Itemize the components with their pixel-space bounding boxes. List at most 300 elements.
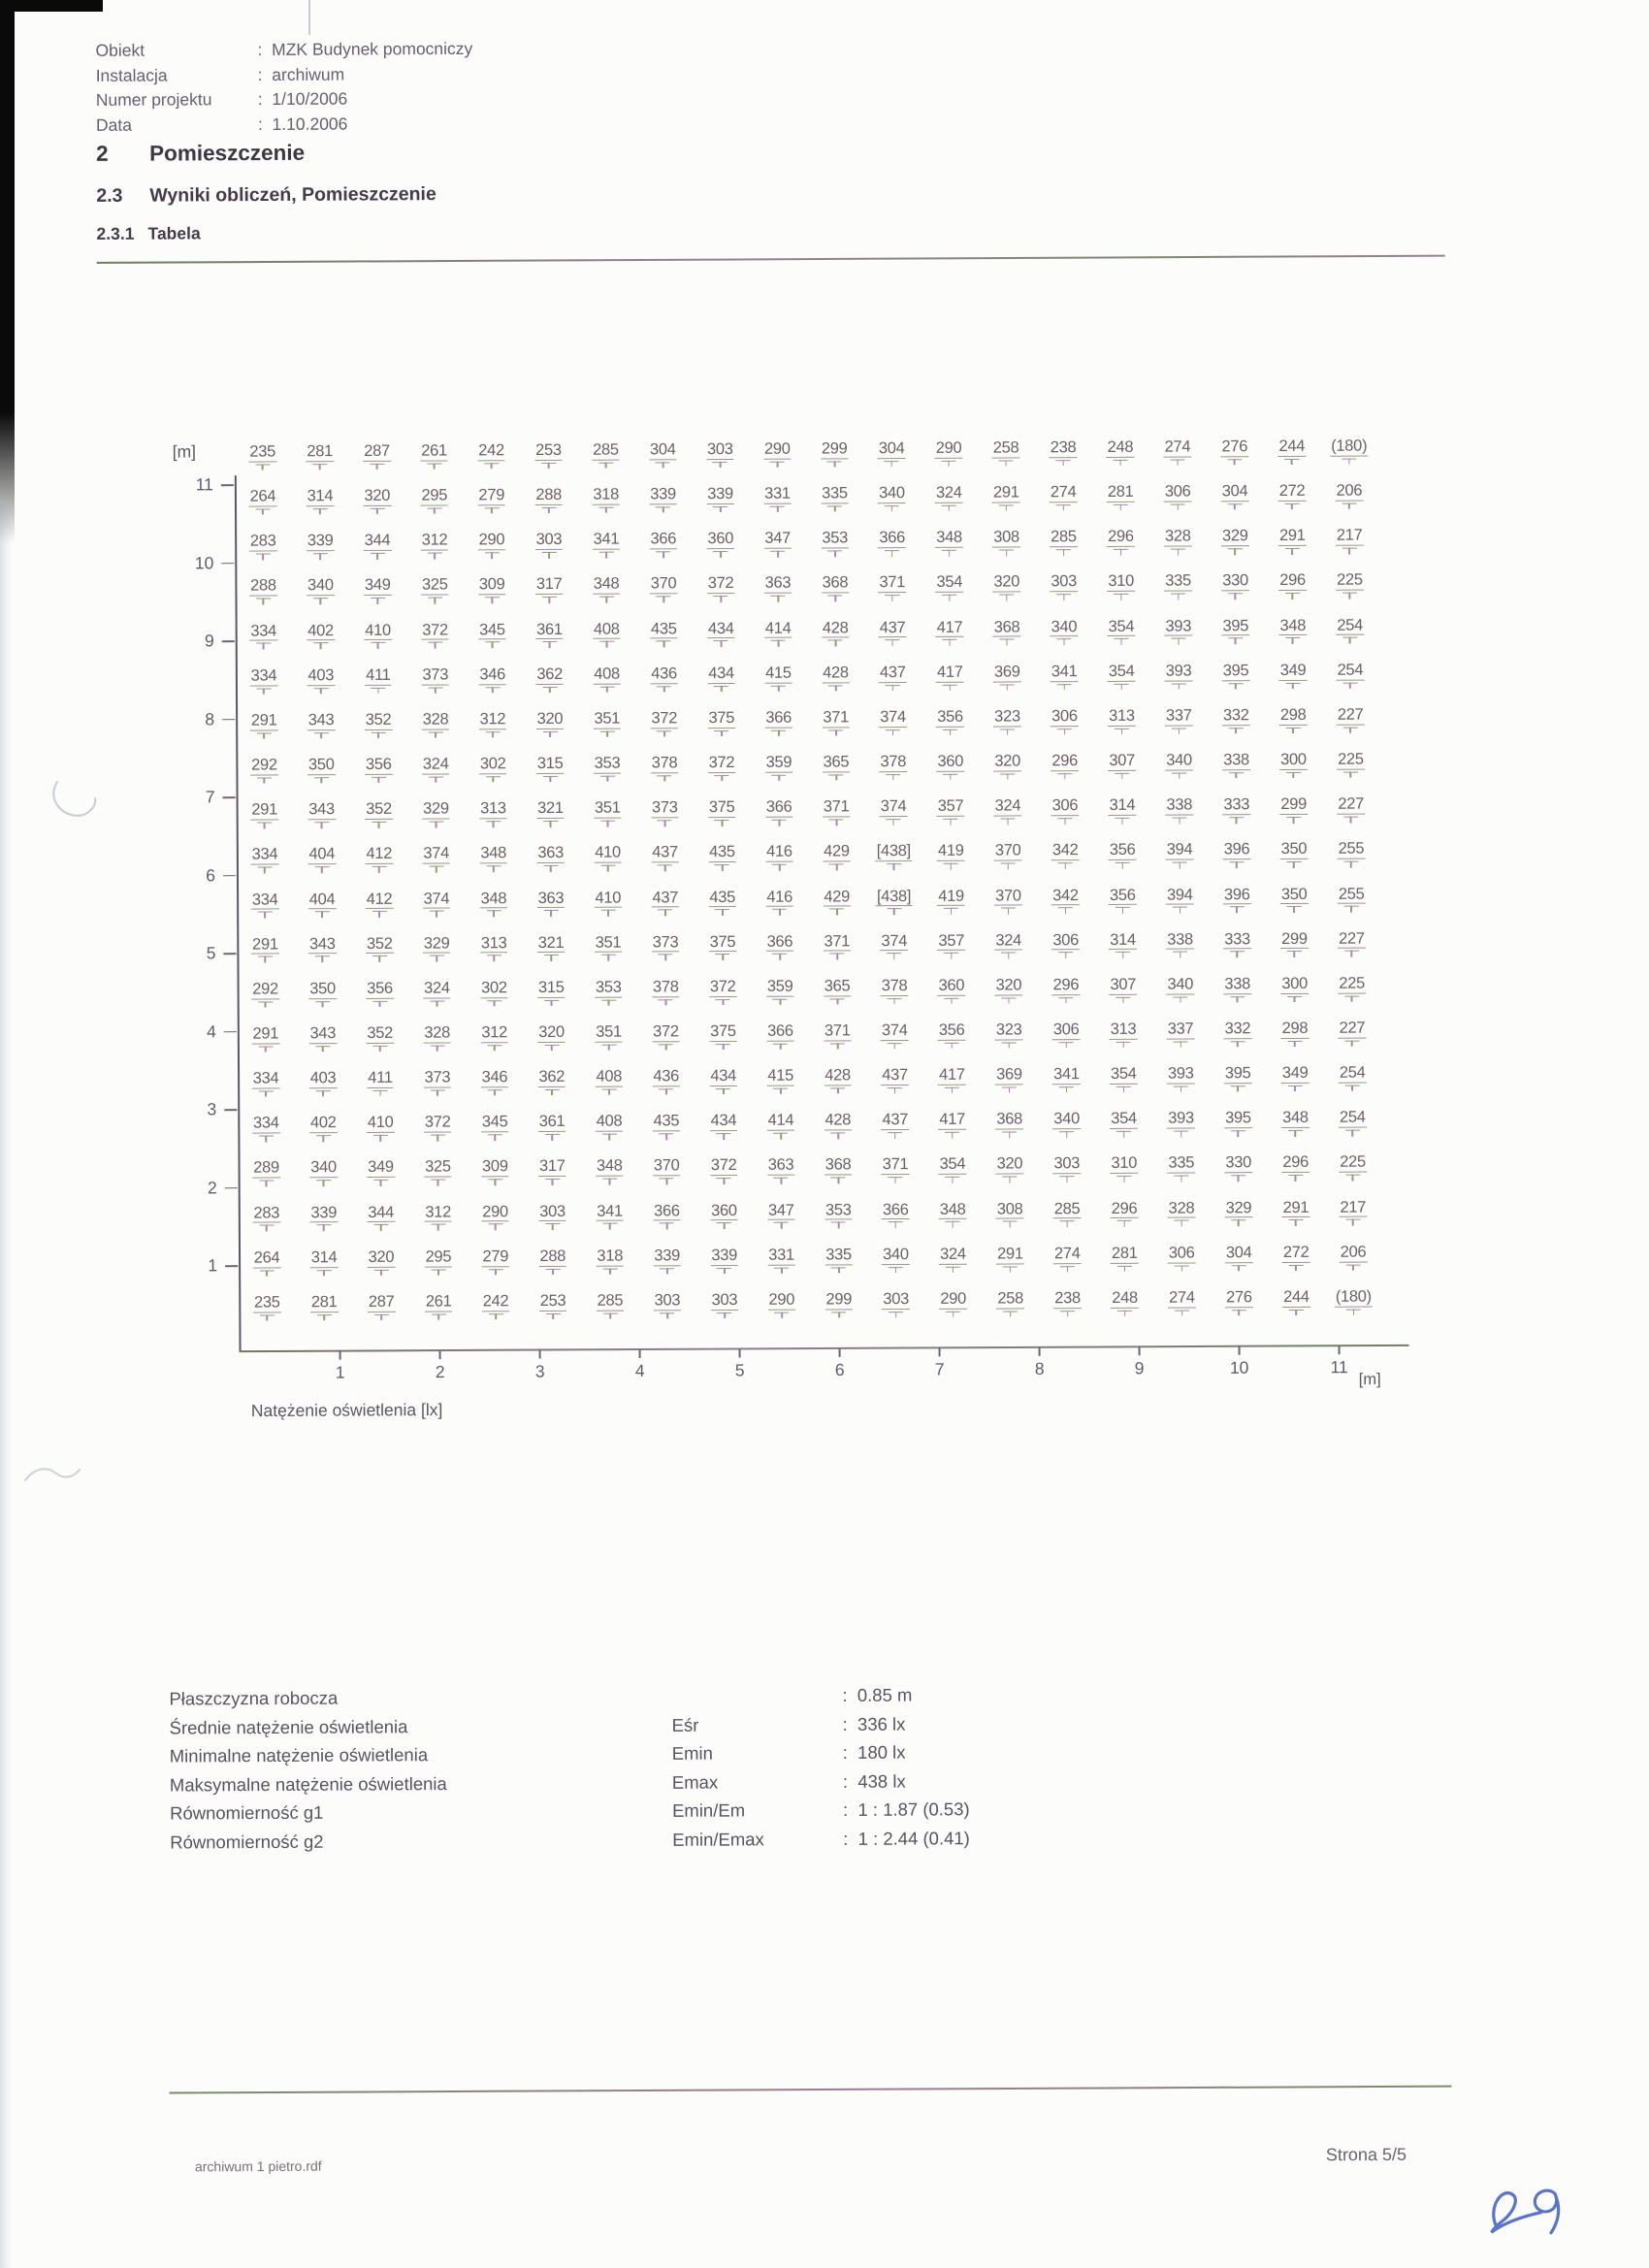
measure-point-icon <box>889 1312 903 1320</box>
point-value: 323 <box>995 1021 1022 1039</box>
grid-point-value <box>481 1114 509 1143</box>
measure-point-icon <box>315 1046 330 1054</box>
measure-point-icon <box>1000 729 1015 737</box>
point-value: 281 <box>1107 482 1134 502</box>
grid-point-value <box>249 489 277 518</box>
point-value: 272 <box>1282 1243 1310 1261</box>
measure-point-icon <box>1172 728 1186 736</box>
grid-point-value <box>421 666 449 696</box>
grid-point-value <box>535 666 564 696</box>
point-value: 346 <box>481 1068 508 1086</box>
point-value: 436 <box>653 1067 680 1085</box>
point-value: 349 <box>364 576 391 595</box>
grid-point-value <box>1052 1021 1081 1051</box>
grid-point-value <box>824 1113 852 1142</box>
point-value: 402 <box>307 621 334 639</box>
measure-point-icon <box>770 506 785 515</box>
x-tick-mark <box>939 1347 941 1356</box>
measure-point-icon <box>771 640 786 649</box>
grid-point-value <box>1338 930 1366 959</box>
measure-point-icon <box>1229 728 1244 736</box>
point-value: 299 <box>825 1290 853 1309</box>
measure-point-icon <box>1113 460 1127 469</box>
grid-point-value <box>1108 618 1136 647</box>
measure-point-icon <box>430 1089 444 1098</box>
grid-point-value <box>1111 1290 1139 1319</box>
measure-point-icon <box>1114 549 1128 558</box>
measure-point-icon <box>429 822 443 830</box>
measure-point-icon <box>1001 997 1016 1006</box>
measure-point-icon <box>658 864 672 873</box>
measure-point-icon <box>1287 1041 1302 1050</box>
grid-point-value <box>1223 931 1251 960</box>
point-value: 395 <box>1224 1064 1251 1083</box>
point-value: 361 <box>538 1113 566 1131</box>
grid-point-value <box>478 577 506 606</box>
grid-point-value <box>537 935 566 964</box>
point-value: 348 <box>1279 616 1307 634</box>
measure-point-icon <box>1230 861 1245 870</box>
point-value: (180) <box>1331 437 1368 455</box>
grid-point-value <box>538 1203 566 1232</box>
grid-point-value <box>654 1292 682 1321</box>
grid-point-value <box>252 1116 280 1145</box>
summary-symbol: Eśr <box>671 1714 699 1735</box>
point-value: 373 <box>424 1068 451 1086</box>
measure-point-icon <box>660 1268 674 1277</box>
point-value: 417 <box>939 1065 965 1084</box>
measure-point-icon <box>488 1134 502 1143</box>
y-tick-label: 5 <box>206 943 216 963</box>
grid-point-value <box>937 888 965 917</box>
grid-point-value <box>1279 663 1308 692</box>
point-value: 328 <box>1168 1199 1195 1217</box>
measure-point-icon <box>1056 594 1071 602</box>
measure-point-icon <box>1174 1176 1188 1184</box>
point-value: 324 <box>994 796 1021 815</box>
grid-point-value <box>1336 572 1364 601</box>
measure-point-icon <box>1057 818 1072 826</box>
grid-point-value <box>824 1067 852 1096</box>
measure-point-icon <box>1345 1085 1360 1094</box>
measure-point-icon <box>1285 593 1300 601</box>
measure-point-icon <box>1116 1086 1131 1095</box>
point-value: 334 <box>250 622 277 640</box>
point-value: 354 <box>939 1155 966 1174</box>
grid-point-value <box>367 1115 395 1144</box>
grid-point-value <box>309 1160 338 1189</box>
grid-point-value <box>935 440 963 470</box>
section-title: Tabela <box>147 223 201 243</box>
point-value: 344 <box>364 532 391 550</box>
point-value: 353 <box>595 978 622 996</box>
grid-point-value <box>248 443 276 472</box>
point-value: 340 <box>1166 751 1192 769</box>
measure-point-icon <box>256 643 271 652</box>
y-tick-label: 10 <box>194 552 214 572</box>
measure-point-icon <box>258 1001 273 1010</box>
point-value: 291 <box>1282 1198 1310 1216</box>
point-value: 285 <box>1051 528 1077 546</box>
point-value: 345 <box>479 620 505 638</box>
point-value: 306 <box>1051 796 1079 815</box>
grid-point-value <box>1337 706 1365 735</box>
point-value: 303 <box>711 1290 738 1309</box>
grid-point-value <box>879 754 907 783</box>
measure-point-icon <box>1289 1310 1304 1318</box>
point-value: [438] <box>876 887 912 905</box>
point-value: 437 <box>879 618 906 636</box>
grid-point-value <box>651 799 679 828</box>
grid-point-value <box>308 1025 337 1054</box>
grid-point-value <box>767 1291 795 1320</box>
point-value: 341 <box>1052 1065 1080 1084</box>
grid-point-value <box>1051 753 1079 782</box>
measure-point-icon <box>542 597 557 605</box>
measure-point-icon <box>1345 1175 1360 1183</box>
grid-point-value <box>882 1291 910 1320</box>
grid-point-value <box>1281 1065 1310 1094</box>
point-value: 285 <box>597 1291 624 1310</box>
grid-point-value <box>1222 663 1250 692</box>
measure-point-icon <box>256 554 271 563</box>
measure-point-icon <box>545 1223 560 1232</box>
point-value: 366 <box>767 1021 793 1040</box>
point-value: 331 <box>764 484 791 502</box>
point-value: 238 <box>1050 438 1077 457</box>
measure-point-icon <box>713 506 728 515</box>
x-tick-mark <box>739 1348 741 1357</box>
point-value: 340 <box>883 1245 909 1263</box>
point-value: 372 <box>710 1156 737 1175</box>
grid-point-value <box>649 486 677 515</box>
grid-point-value <box>766 1068 794 1097</box>
point-value: 291 <box>250 711 277 729</box>
grid-point-value <box>365 667 392 697</box>
grid-point-value <box>993 619 1021 648</box>
point-value: 307 <box>1110 975 1137 993</box>
grid-point-value <box>996 1246 1024 1275</box>
point-value: 253 <box>539 1291 566 1310</box>
point-value: 372 <box>651 709 678 728</box>
measure-point-icon <box>1116 1042 1131 1051</box>
point-value: 342 <box>1051 841 1079 859</box>
y-tick-label: 2 <box>207 1177 217 1197</box>
y-tick-mark <box>224 1109 237 1111</box>
point-value: 353 <box>824 1200 852 1219</box>
point-value: 356 <box>1109 886 1136 904</box>
point-value: 368 <box>993 618 1020 636</box>
measure-point-icon <box>1286 817 1301 826</box>
point-value: 356 <box>937 707 963 726</box>
measure-point-icon <box>831 1178 846 1186</box>
grid-point-value <box>422 801 450 830</box>
measure-point-icon <box>773 1088 788 1097</box>
grid-point-value <box>537 980 566 1009</box>
x-tick-mark <box>1239 1346 1241 1355</box>
grid-point-value <box>824 1247 853 1276</box>
grid-point-value <box>765 889 793 918</box>
measure-point-icon <box>1288 1219 1303 1228</box>
grid-point-value <box>307 667 335 697</box>
grid-point-value <box>1224 1065 1252 1094</box>
x-tick-label: 9 <box>1134 1358 1145 1378</box>
grid-point-value <box>936 619 964 648</box>
point-value: 404 <box>308 845 336 863</box>
point-value: 244 <box>1282 1287 1310 1306</box>
measure-point-icon <box>1230 996 1245 1005</box>
grid-point-value <box>1224 1021 1252 1050</box>
point-value: 318 <box>593 485 619 503</box>
grid-point-value <box>367 1159 395 1188</box>
measure-point-icon <box>1229 683 1244 692</box>
point-value: 350 <box>1280 840 1308 859</box>
grid-point-value <box>594 845 622 874</box>
point-value: 340 <box>307 576 334 595</box>
measure-point-icon <box>315 911 330 920</box>
point-value: 295 <box>421 486 448 504</box>
measure-point-icon <box>257 732 272 741</box>
point-value: 403 <box>309 1069 337 1087</box>
point-value: 306 <box>1164 482 1191 501</box>
point-value: 396 <box>1223 840 1250 859</box>
point-value: 291 <box>251 935 278 954</box>
point-value: 354 <box>1110 1064 1137 1084</box>
measure-point-icon <box>373 1135 388 1144</box>
point-value: 410 <box>595 843 621 862</box>
point-value: 309 <box>478 575 505 594</box>
grid-point-value <box>1278 528 1307 557</box>
measure-point-icon <box>1058 997 1073 1006</box>
measure-point-icon <box>314 866 329 875</box>
measure-point-icon <box>1343 861 1358 870</box>
point-value: 339 <box>310 1203 338 1221</box>
grid-point-value <box>707 575 735 604</box>
grid-point-value <box>880 933 908 962</box>
measure-point-icon <box>1229 772 1244 781</box>
grid-point-value <box>1165 797 1193 826</box>
grid-point-value <box>479 846 507 875</box>
point-value: 315 <box>537 978 565 996</box>
grid-point-value <box>993 708 1021 737</box>
measure-point-icon <box>488 1179 502 1187</box>
grid-point-value <box>1051 619 1079 648</box>
point-value: 227 <box>1338 794 1365 813</box>
point-value: 359 <box>765 753 792 771</box>
grid-point-value <box>595 1024 623 1053</box>
section-title: Wyniki obliczeń, Pomieszczenie <box>149 183 436 207</box>
grid-point-value <box>822 575 850 604</box>
measure-point-icon <box>715 775 729 784</box>
grid-point-value <box>423 980 451 1009</box>
point-value: 344 <box>368 1203 395 1221</box>
grid-point-value <box>939 1246 967 1275</box>
grid-point-value <box>253 1294 281 1323</box>
y-tick-label: 1 <box>208 1255 218 1276</box>
measure-point-icon <box>489 1313 503 1322</box>
measure-point-icon <box>599 641 614 650</box>
grid-point-value <box>824 978 852 1007</box>
grid-point-value <box>596 1203 624 1232</box>
grid-point-value <box>481 1204 509 1233</box>
measure-point-icon <box>1285 548 1300 557</box>
point-value: 276 <box>1226 1288 1252 1307</box>
measure-point-icon <box>602 1223 617 1232</box>
point-value: 350 <box>307 756 335 774</box>
measure-point-icon <box>257 867 272 876</box>
point-value: 357 <box>937 796 964 816</box>
measure-point-icon <box>1342 682 1357 691</box>
point-value: 428 <box>824 1111 852 1129</box>
measure-point-icon <box>600 821 615 829</box>
measure-point-icon <box>713 551 728 560</box>
measure-point-icon <box>373 1180 388 1188</box>
point-value: 343 <box>309 1024 337 1043</box>
grid-point-value <box>1281 1154 1310 1183</box>
point-value: 320 <box>538 1022 565 1041</box>
point-value: 332 <box>1224 1020 1251 1038</box>
point-value: 408 <box>594 664 620 683</box>
point-value: 303 <box>535 531 563 549</box>
y-axis-line <box>235 475 242 1351</box>
point-value: 371 <box>823 797 850 816</box>
measure-point-icon <box>885 595 899 603</box>
measure-point-icon <box>313 643 328 652</box>
grid-point-value <box>992 439 1020 469</box>
grid-point-value <box>1281 1021 1310 1050</box>
point-value: 298 <box>1281 1019 1309 1037</box>
grid-point-value <box>1164 438 1192 468</box>
summary-row <box>169 1684 969 1717</box>
grid-point-value <box>1224 1110 1252 1139</box>
point-value: 360 <box>937 752 964 770</box>
measure-point-icon <box>942 461 956 470</box>
summary-row <box>170 1828 970 1861</box>
grid-point-value <box>306 443 334 472</box>
header-value: : MZK Budynek pomocniczy <box>257 38 473 60</box>
point-value: 288 <box>535 486 563 504</box>
measure-point-icon <box>312 464 327 472</box>
grid-point-value <box>882 1156 910 1185</box>
measure-point-icon <box>717 1268 731 1277</box>
measure-point-icon <box>658 820 672 828</box>
point-value: 324 <box>995 931 1022 950</box>
grid-point-value <box>994 798 1022 827</box>
measure-point-icon <box>1232 1265 1246 1274</box>
point-value: 290 <box>935 438 962 457</box>
grid-point-value <box>535 621 564 650</box>
measure-point-icon <box>1174 1131 1188 1140</box>
measure-point-icon <box>660 1223 674 1232</box>
measure-point-icon <box>888 998 902 1007</box>
point-value: 395 <box>1222 616 1249 634</box>
point-value: 415 <box>767 1066 793 1085</box>
point-value: 394 <box>1166 840 1193 859</box>
grid-point-value <box>767 1157 795 1186</box>
grid-point-value <box>711 1292 739 1321</box>
point-value: 348 <box>480 889 507 907</box>
measure-point-icon <box>602 1134 617 1143</box>
measure-point-icon <box>316 1135 331 1144</box>
x-tick-mark <box>1139 1346 1141 1355</box>
summary-label: Równomierność g1 <box>169 1802 324 1824</box>
grid-point-value <box>823 844 851 873</box>
measure-point-icon <box>829 864 844 873</box>
point-value: 290 <box>482 1202 508 1220</box>
point-value: 351 <box>594 709 621 728</box>
y-tick-mark <box>225 1187 238 1189</box>
measure-point-icon <box>316 1180 331 1188</box>
grid-point-value <box>653 1203 681 1232</box>
point-value: 303 <box>1053 1154 1081 1173</box>
grid-point-value <box>1281 1110 1310 1139</box>
measure-point-icon <box>1056 504 1071 513</box>
grid-point-value <box>1336 617 1364 646</box>
point-value: 352 <box>366 934 393 953</box>
measure-point-icon <box>543 776 558 785</box>
point-value: 242 <box>478 441 504 460</box>
grid-point-value <box>936 709 964 738</box>
point-value: 238 <box>1054 1288 1081 1308</box>
grid-point-value <box>368 1294 396 1323</box>
point-value: 314 <box>1109 795 1136 815</box>
measure-point-icon <box>1174 1085 1188 1094</box>
section-number: 2.3.1 <box>96 223 135 243</box>
point-value: 288 <box>250 576 276 596</box>
grid-point-value <box>879 709 907 738</box>
grid-point-value <box>1051 888 1080 917</box>
point-value: 410 <box>367 1114 394 1132</box>
measure-point-icon <box>829 909 844 918</box>
x-axis-line <box>240 1345 1409 1352</box>
point-value: 348 <box>939 1200 966 1218</box>
measure-point-icon <box>371 687 385 696</box>
point-value: 340 <box>1167 975 1194 993</box>
point-value: 396 <box>1223 885 1250 903</box>
point-value: 248 <box>1112 1288 1138 1307</box>
measure-point-icon <box>1342 637 1357 646</box>
point-value: 360 <box>711 1201 737 1219</box>
measure-point-icon <box>317 1270 332 1279</box>
grid-point-value <box>706 486 734 515</box>
grid-point-value <box>995 977 1023 1006</box>
section-number: 2.3 <box>96 184 123 207</box>
measure-point-icon <box>1002 1042 1017 1051</box>
measure-point-icon <box>716 1088 730 1097</box>
measure-point-icon <box>657 641 671 650</box>
point-value: 366 <box>765 708 792 727</box>
grid-point-value <box>707 710 735 739</box>
point-value: 324 <box>424 979 450 997</box>
measure-point-icon <box>1116 862 1130 871</box>
grid-point-value <box>1108 664 1136 693</box>
point-value: 371 <box>824 931 851 951</box>
grid-point-value <box>706 531 734 560</box>
grid-point-value <box>1164 484 1192 513</box>
measure-point-icon <box>885 505 899 514</box>
grid-point-value <box>478 666 506 696</box>
point-value: 329 <box>1225 1198 1252 1216</box>
header-value: : archiwum <box>257 64 345 84</box>
grid-point-value <box>309 1205 338 1234</box>
grid-point-value <box>994 843 1022 872</box>
measure-point-icon <box>656 462 670 470</box>
grid-point-value <box>821 531 849 560</box>
grid-point-value <box>710 1247 738 1277</box>
measure-point-icon <box>544 1045 559 1053</box>
grid-point-value <box>763 441 792 470</box>
grid-point-value <box>367 1070 394 1099</box>
